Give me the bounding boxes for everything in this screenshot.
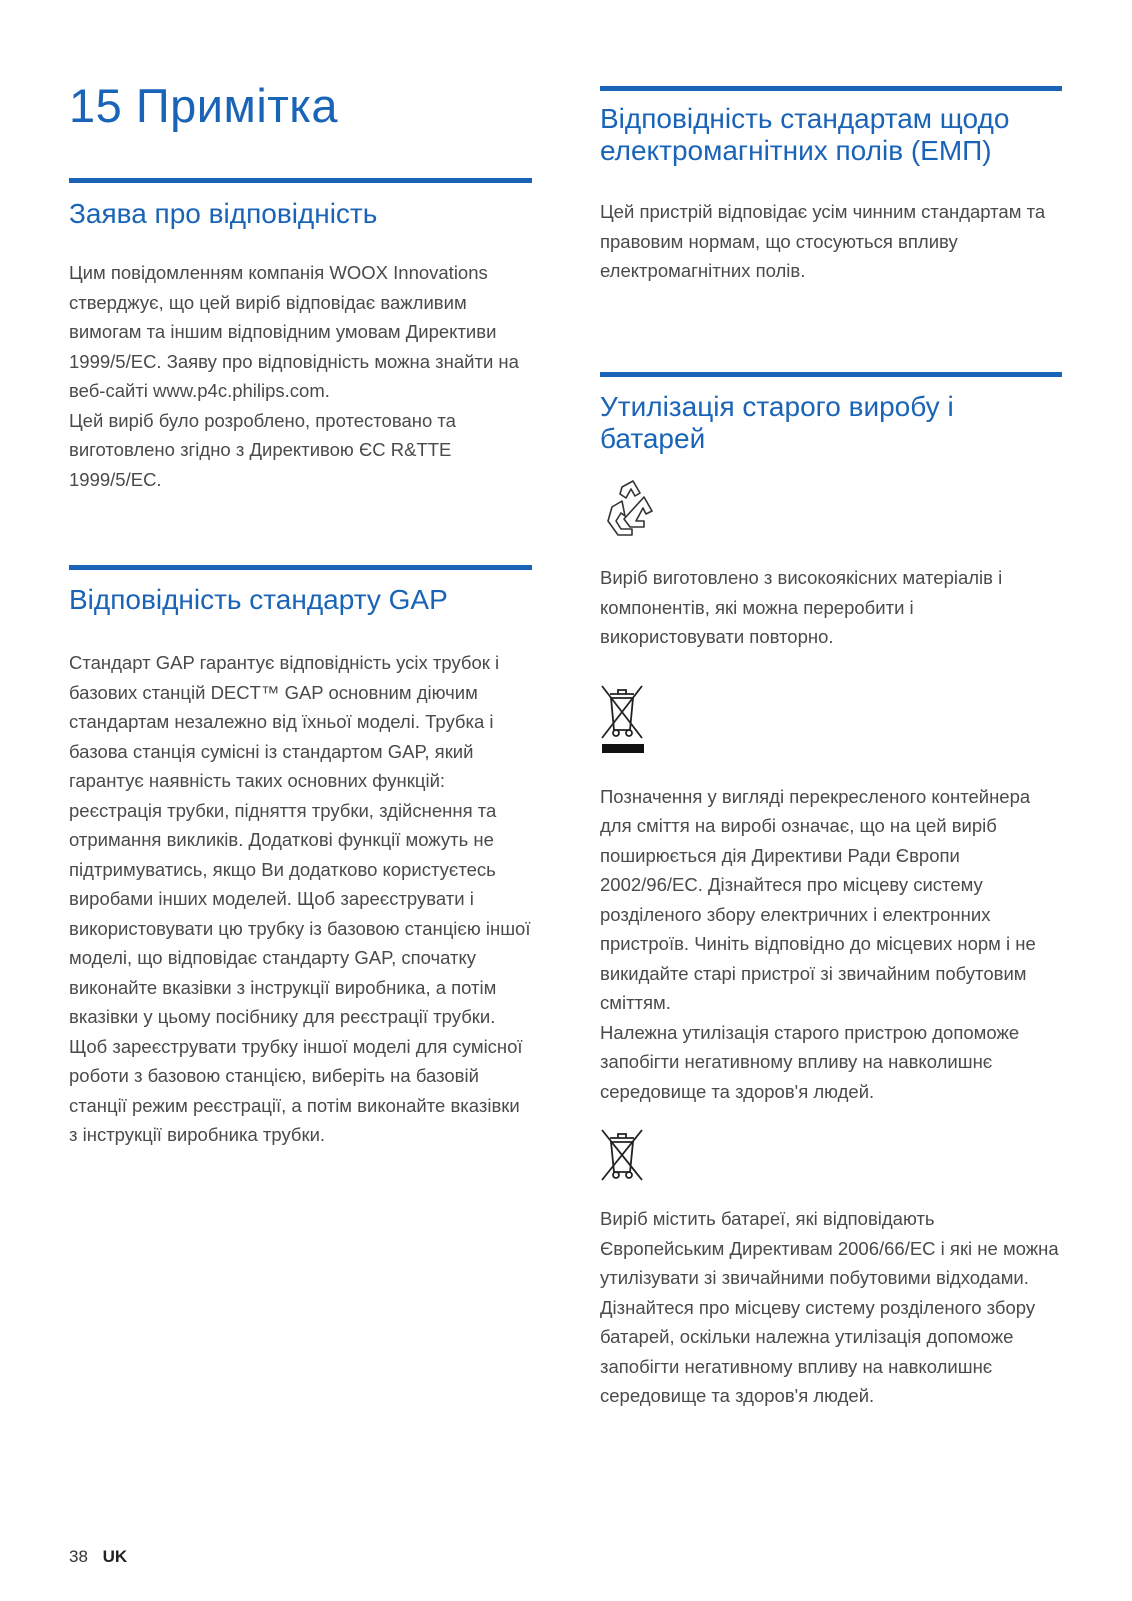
crossed-bin-with-bar-icon [596, 680, 648, 756]
language-code: UK [102, 1547, 128, 1566]
page-number: 38 [69, 1547, 88, 1566]
weee-paragraph-2: Належна утилізація старого пристрою допоможе запобігти негативному впливу на навколишнє середовище та здоров'я людей. [600, 1021, 1020, 1102]
recycle-icon [600, 477, 666, 543]
crossed-bin-icon [596, 1126, 648, 1184]
emf-heading: Відповідність стандартам щодо електромагнітних полів (ЕМП) [600, 103, 1010, 166]
gap-section [69, 565, 532, 1150]
gap-paragraph-2: Щоб зареєструвати трубку іншої моделі для сумісної роботи з базовою станцією, виберіть на базовій станції режим реєстрації, а потім виконайте вказівки з інструкції виробника трубки. [69, 1035, 523, 1145]
section-rule [600, 86, 1062, 91]
declaration-section [69, 178, 532, 494]
section-rule [69, 178, 532, 183]
battery-paragraph-1: Виріб містить батареї, які відповідають Європейським Директивам 2006/66/EC і які не можна утилізувати зі звичайними побутовими відходами. [600, 1208, 1059, 1288]
disposal-section [600, 372, 1062, 1411]
gap-heading: Відповідність стандарту GAP [69, 584, 448, 615]
recycle-paragraph: Виріб виготовлено з високоякісних матеріалів і компонентів, які можна переробити і використовувати повторно. [600, 567, 1003, 647]
section-rule [69, 565, 532, 570]
emf-section [600, 86, 1062, 286]
emf-paragraph: Цей пристрій відповідає усім чинним стандартам та правовим нормам, що стосуються впливу електромагнітних полів. [600, 201, 1046, 281]
battery-paragraph-2: Дізнайтеся про місцеву систему розділеного збору батарей, оскільки належна утилізація допоможе запобігти негативному впливу на навколишнє середовище та здоров'я людей. [600, 1296, 1036, 1406]
declaration-paragraph-2: Цей виріб було розроблено, протестовано та виготовлено згідно з Директивою ЄС R&TTE 1999/5/EC. [69, 409, 456, 490]
disposal-heading: Утилізація старого виробу і батарей [600, 391, 954, 454]
weee-paragraph-1: Позначення у вигляді перекресленого контейнера для сміття на виробі означає, що на цей виріб поширюється дія Директиви Ради Європи 2002/96/EC. Дізнайтеся про місцеву систему розділеного збору електричних і електронних пристроїв. Чиніть відповідно до місцевих норм і не викидайте старі пристрої зі звичайним побутовим сміттям. [600, 785, 1036, 1013]
declaration-paragraph-1: Цим повідомленням компанія WOOX Innovations стверджує, що цей виріб відповідає важливим вимогам та іншим відповідним умовам Директиви 1999/5/EC. Заяву про відповідність можна знайти на веб-сайті www.p4c.philips.com. [69, 262, 519, 401]
gap-paragraph-1: Стандарт GAP гарантує відповідність усіх трубок і базових станцій DECT™ GAP основним діючим стандартам незалежно від їхньої моделі. Трубка і базова станція сумісні із стандартом GAP, який гарантує наявність таких основних функцій: реєстрація трубки, підняття трубки, здійснення та отримання викликів. Додаткові функції можуть не підтримуватись, якщо Ви додатково користуєтесь виробами інших моделей. Щоб зареєструвати і використовувати цю трубку із базовою станцією іншої моделі, що відповідає стандарту GAP, спочатку виконайте вказівки з інструкції виробника, а потім вказівки у цьому посібнику для реєстрації трубки. [69, 652, 531, 1027]
declaration-heading: Заява про відповідність [69, 198, 378, 229]
chapter-title: 15 Примітка [69, 79, 339, 132]
page-footer [69, 1547, 127, 1567]
section-rule [600, 372, 1062, 377]
